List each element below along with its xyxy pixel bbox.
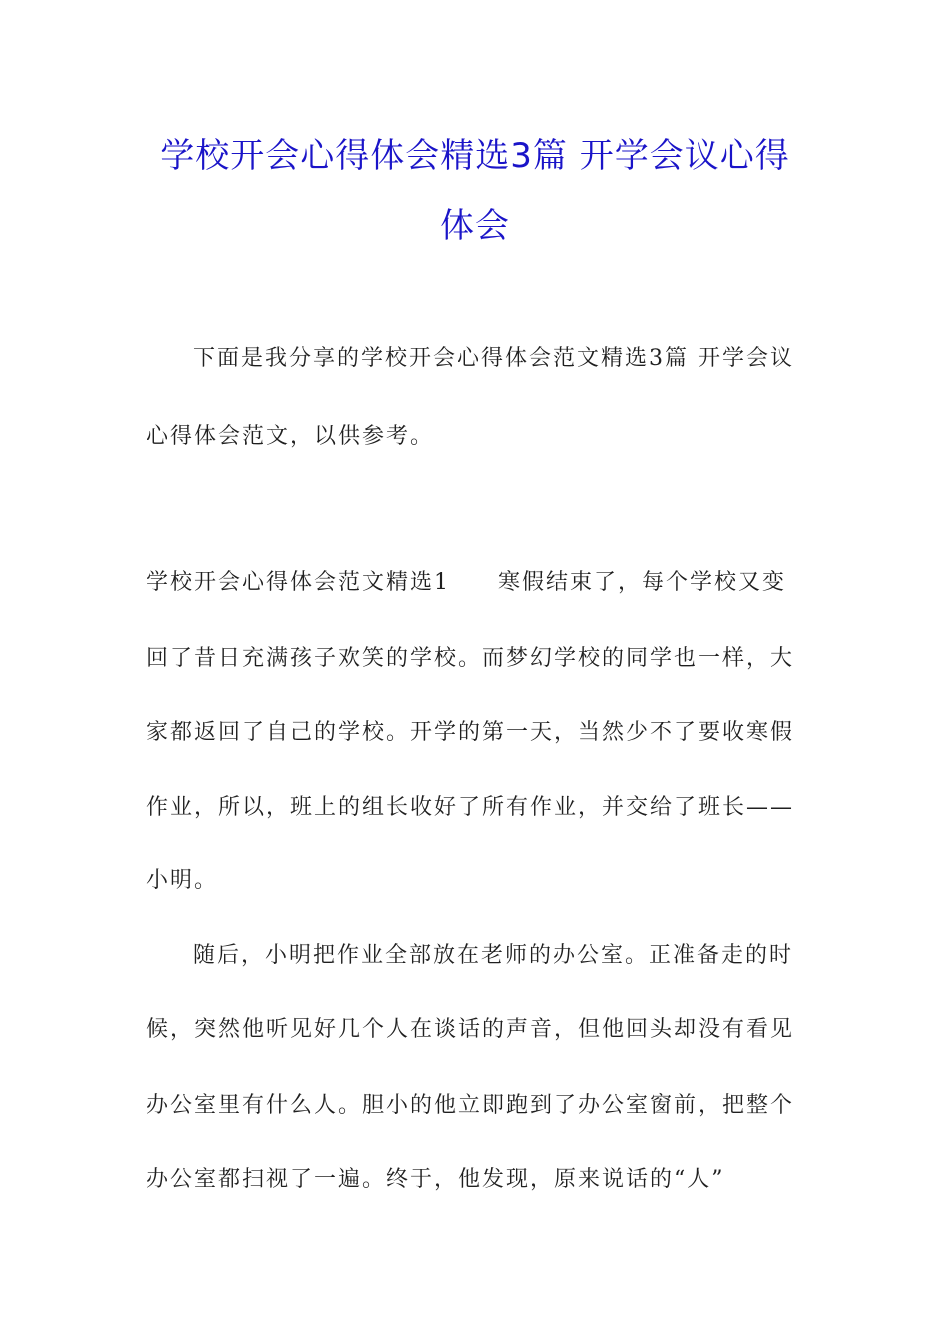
document-title-line-1: 学校开会心得体会精选3篇 开学会议心得 [160,136,790,176]
section2-line-3: 办公室里有什么人。胆小的他立即跑到了办公室窗前，把整个 [146,1093,795,1118]
document-title-line-2: 体会 [440,206,510,246]
intro-line-1: 下面是我分享的学校开会心得体会范文精选3篇 开学会议 [193,346,794,371]
section2-line-1: 随后，小明把作业全部放在老师的办公室。正准备走的时 [193,943,794,968]
section2-line-2: 候，突然他听见好几个人在谈话的声音，但他回头却没有看见 [146,1017,795,1042]
section1-line-2: 回了昔日充满孩子欢笑的学校。而梦幻学校的同学也一样，大 [146,646,795,671]
intro-line-2: 心得体会范文，以供参考。 [146,424,435,449]
section1-line-1: 学校开会心得体会范文精选1 寒假结束了，每个学校又变 [146,570,786,595]
section1-line-4: 作业，所以，班上的组长收好了所有作业，并交给了班长—— [146,795,795,820]
section2-line-4: 办公室都扫视了一遍。终于，他发现，原来说话的“人” [146,1167,725,1192]
section1-line-5: 小明。 [146,868,219,893]
section1-line-3: 家都返回了自己的学校。开学的第一天，当然少不了要收寒假 [146,720,795,745]
